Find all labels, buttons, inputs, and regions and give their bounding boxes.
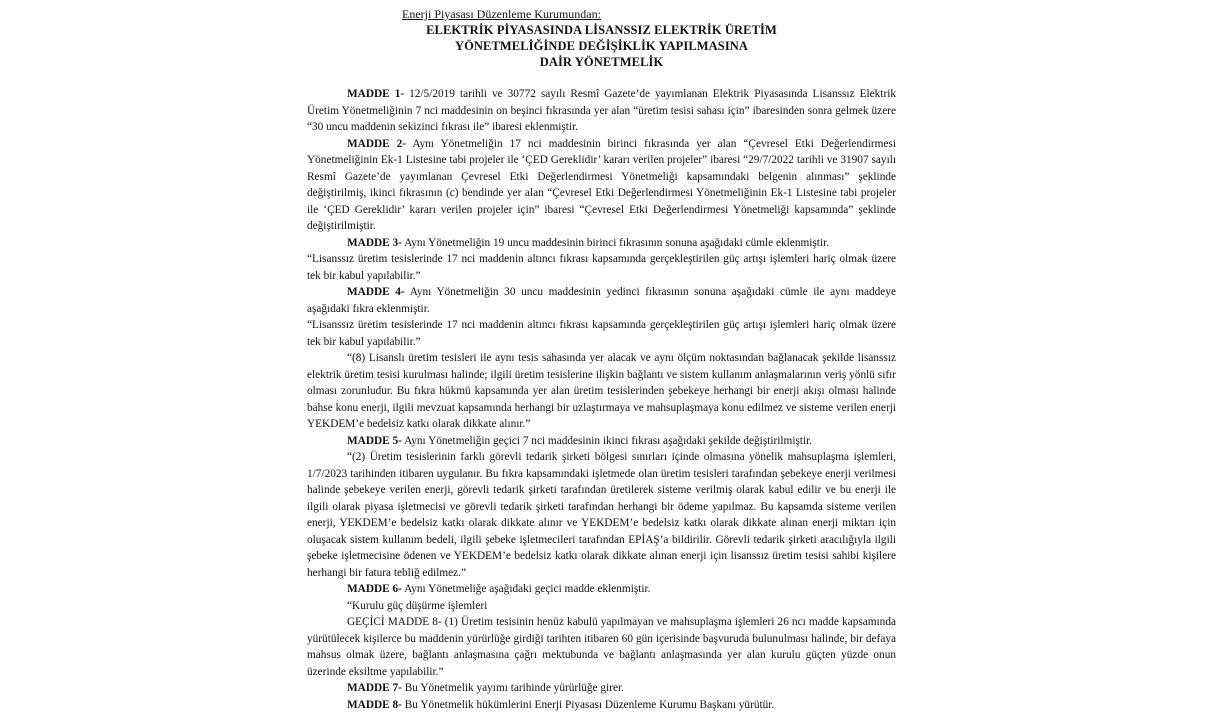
provisional-article-8 (307, 614, 896, 680)
regulation-title (307, 22, 896, 70)
article-label: MADDE 7- (347, 682, 402, 694)
quoted-text: “Kurulu güç düşürme işlemleri (347, 599, 488, 612)
article-text: Bu Yönetmelik hükümlerini Enerji Piyasası Düzenleme Kurumu Başkanı yürütür. (401, 698, 775, 711)
provisional-heading (307, 598, 896, 615)
article-1 (307, 86, 896, 136)
title-line-2: YÖNETMELİĞİNDE DEĞİŞİKLİK YAPILMASINA (454, 39, 749, 53)
article-label: MADDE 5- (347, 434, 402, 447)
article-6 (307, 581, 896, 598)
article-3 (307, 235, 896, 252)
paragraph-2 (307, 449, 896, 581)
article-2 (307, 136, 896, 235)
regulation-page (307, 6, 896, 713)
article-text: Aynı Yönetmeliğin geçici 7 nci maddesinin ikinci fıkrası aşağıdaki şekilde değiştirilmiştir. (401, 434, 813, 447)
article-label: MADDE 3- (347, 236, 402, 249)
article-text: Aynı Yönetmeliğe aşağıdaki geçici madde eklenmiştir. (401, 583, 651, 595)
article-text: Bu Yönetmelik yayımı tarihinde yürürlüğe girer. (401, 682, 624, 694)
quoted-text: “(8) Lisanslı üretim tesisleri ile aynı tesis sahasında yer alacak ve aynı ölçüm noktasından bağlanacak şekilde lisanssız elektrik üretim tesisi kurulması halinde; ilgili üretim tesislerine ilişkin bağlantı ve sistem kullanım anlaşmalarının veriş yönlü sıfır olması zorunludur. Bu fıkra hükmü kapsamında yer alan üretim tesislerinden şebekeye herhangi bir enerji akışı olması halinde bahse konu enerji, ilgili mevzuat kapsamında herhangi bir uzlaştırmaya ve mahsuplaşmaya konu edilmez ve sisteme verilen enerji YEKDEM’e bedelsiz katkı olarak dikkate alınır.” (307, 352, 896, 430)
title-line-1: ELEKTRİK PİYASASINDA LİSANSSIZ ELEKTRİK ÜRETİM (426, 23, 777, 37)
quoted-text: “Lisanssız üretim tesislerinde 17 nci maddenin altıncı fıkrası kapsamında gerçekleştirilen güç artışı işlemleri hariç olmak üzere tek bir kabul yapılabilir.” (307, 253, 896, 282)
article-8 (307, 697, 896, 714)
quoted-text: “(2) Üretim tesislerinin farklı görevli tedarik şirketi bölgesi sınırları içinde olmasına yönelik mahsuplaşma işlemleri, 1/7/2023 tarihinden itibaren uygulanır. Bu fıkra kapsamındaki işletmede olan üretim tesisleri tarafından şebekeye enerji verilmesi halinde şebekeye verilen enerji, görevli tedarik şirketi tarafından üretilerek sisteme verilmiş olarak kabul edilir ve bu enerji ile ilgili olarak piyasa işletmecisi ve görevli tedarik şirketi tarafından herhangi bir ödeme yapılmaz. Bu kapsamda sisteme verilen enerji, YEKDEM’e bedelsiz katkı olarak dikkate alınır ve YEKDEM’e bedelsiz katkı olarak dikkate alınan enerji miktarı için oluşacak sistem kullanım bedeli, ilgili şebeke işletmecileri tarafından EPİAŞ’a bildirilir. Görevli tedarik şirketi aracılığıyla ilgili şebeke işletmecisine ödenen ve YEKDEM’e bedelsiz katkı olarak dikkate alınan enerji için lisanssız üretim tesisi sahibi kişilere herhangi bir fatura tebliğ edilmez.” (307, 451, 896, 579)
paragraph-8 (307, 350, 896, 433)
quoted-text: “Lisanssız üretim tesislerinde 17 nci maddenin altıncı fıkrası kapsamında gerçekleştirilen güç artışı işlemleri hariç olmak üzere tek bir kabul yapılabilir.” (307, 319, 896, 348)
article-label: MADDE 8- (347, 698, 402, 711)
article-7 (307, 680, 896, 697)
regulation-body (307, 86, 896, 713)
article-5 (307, 433, 896, 450)
article-label: MADDE 2- (347, 137, 407, 150)
article-label: MADDE 4- (347, 286, 405, 298)
article-text: Aynı Yönetmeliğin 17 nci maddesinin birinci fıkrasında yer alan “Çevresel Etki Değerlendirmesi Yönetmeliğinin Ek-1 Listesine tabi projeler ile ‘ÇED Gereklidir’ kararı verilen projeler” ibaresi “29/7/2022 tarihli ve 31907 sayılı Resmî Gazete’de yayımlanan Çevresel Etki Değerlendirmesi Yönetmeliği kapsamındaki belgenin alınması” şeklinde değiştirilmiş, ikinci fıkrasının (c) bendinde yer alan “Çevresel Etki Değerlendirmesi Yönetmeliğinin Ek-1 Listesine tabi projeler ile ‘ÇED Gereklidir’ kararı verilen projeler için” ibaresi “Çevresel Etki Değerlendirmesi Yönetmeliği kapsamında” şeklinde değiştirilmiştir. (307, 137, 896, 232)
article-4 (307, 284, 896, 317)
quoted-text: GEÇİCİ MADDE 8- (1) Üretim tesisinin henüz kabulü yapılmayan ve mahsuplaşma işlemleri 26 ncı madde kapsamında yürütülecek kişilerce bu maddenin yürürlüğe girdiği tarihten itibaren 60 gün içerisinde başvuruda bulunulması halinde, bir defaya mahsus olmak üzere, bağlantı anlaşmasına çağrı mektubunda ve bağlantı anlaşmasında yer alan kurulu güçten yüzde onun üzerinde eksiltme yapılabilir.” (307, 616, 896, 678)
title-line-3: DAİR YÖNETMELİK (539, 55, 664, 69)
article-text: 12/5/2019 tarihli ve 30772 sayılı Resmî Gazete’de yayımlanan Elektrik Piyasasında Lisanssız Elektrik Üretim Yönetmeliğinin 7 nci maddesinin on beşinci fıkrasında yer alan “üretim tesisi sahası için” ibaresinden sonra gelmek üzere “30 uncu maddenin sekizinci fıkrası ile” ibaresi eklenmiştir. (307, 88, 896, 133)
issuer-line: Enerji Piyasası Düzenleme Kurumundan: (402, 7, 601, 21)
article-text: Aynı Yönetmeliğin 19 uncu maddesinin birinci fıkrasının sonuna aşağıdaki cümle eklenmiştir. (401, 236, 830, 249)
article-label: MADDE 1- (347, 88, 405, 100)
article-label: MADDE 6- (347, 583, 402, 595)
quoted-sentence (307, 251, 896, 284)
quoted-sentence (307, 317, 896, 350)
article-text: Aynı Yönetmeliğin 30 uncu maddesinin yedinci fıkrasının sonuna aşağıdaki cümle ile aynı maddeye aşağıdaki fıkra eklenmiştir. (307, 286, 896, 315)
